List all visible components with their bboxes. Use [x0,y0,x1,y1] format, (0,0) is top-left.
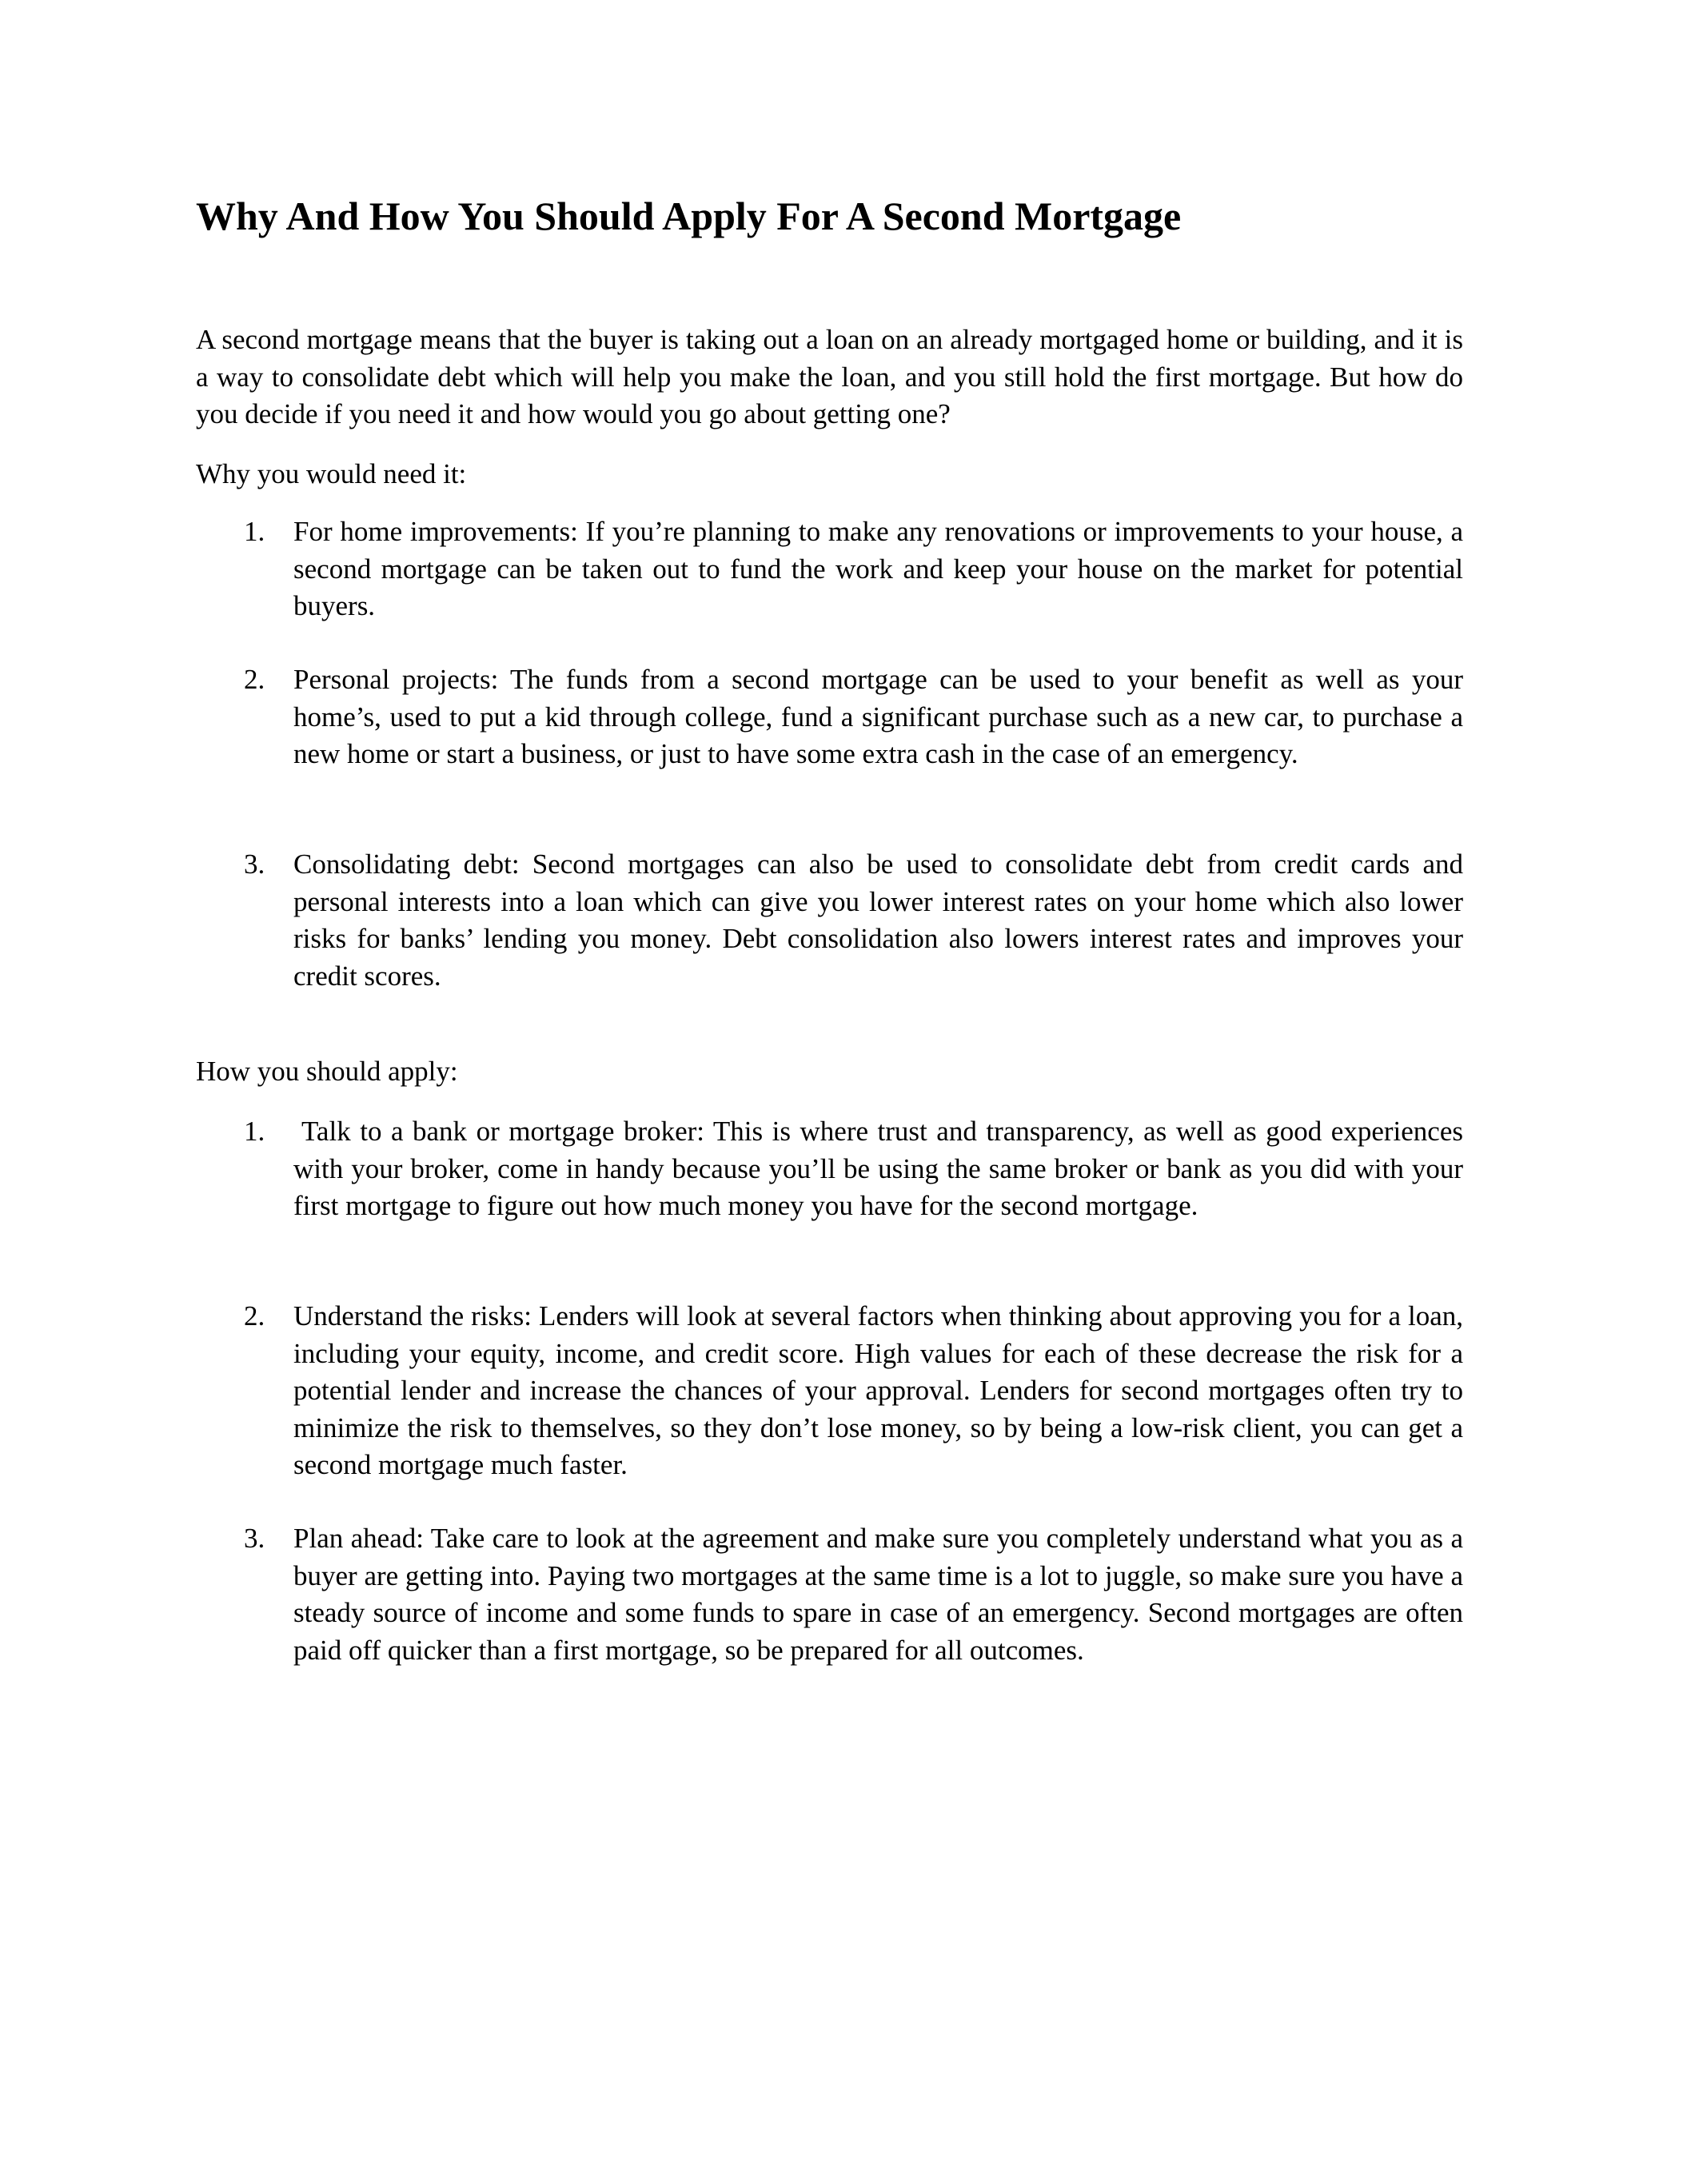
how-list-item [244,1298,1463,1484]
list-number: 3. [244,1523,265,1554]
list-item-text: Plan ahead: Take care to look at the agreement and make sure you completely understand what you as a buyer are getting into. Paying two mortgages at the same time is a lot to juggle, so make sure you have a steady source of income and some funds to spare in case of an emergency. Second mortgages are often paid off quicker than a first mortgage, so be prepared for all outcomes. [293,1523,1463,1666]
list-item-text: For home improvements: If you’re planning to make any renovations or improvements to your house, a second mortgage can be taken out to fund the work and keep your house on the market for potential buyers. [293,516,1463,622]
list-item-text: Personal projects: The funds from a second mortgage can be used to your benefit as well as your home’s, used to put a kid through college, fund a significant purchase such as a new car, to purchase a new home or start a business, or just to have some extra cash in the case of an emergency. [293,664,1463,770]
how-list-item [244,1113,1463,1225]
list-item-text: Talk to a bank or mortgage broker: This is where trust and transparency, as well as good experiences with your broker, come in handy because you’ll be using the same broker or bank as you did with your first mortgage to figure out how much money you have for the second mortgage. [293,1116,1463,1222]
list-item-text: Consolidating debt: Second mortgages can also be used to consolidate debt from credit cards and personal interests into a loan which can give you lower interest rates on your home which also lower risks for banks’ lending you money. Debt consolidation also lowers interest rates and improves your credit scores. [293,848,1463,992]
why-list-item [244,513,1463,625]
how-list-item [244,1520,1463,1669]
document-title: Why And How You Should Apply For A Second Mortgage [196,194,1182,238]
why-list-item [244,661,1463,773]
how-section-heading: How you should apply: [196,1056,458,1087]
why-section-heading: Why you would need it: [196,458,467,489]
intro-paragraph: A second mortgage means that the buyer is taking out a loan on an already mortgaged home or building, and it is a way to consolidate debt which will help you make the loan, and you still hold the first mortgage. But how do you decide if you need it and how would you go about getting one? [196,324,1463,430]
why-list-item [244,846,1463,995]
list-number: 2. [244,1300,265,1332]
list-item-text: Understand the risks: Lenders will look at several factors when thinking about approving you for a loan, including your equity, income, and credit score. High values for each of these decrease the risk for a potential lender and increase the chances of your approval. Lenders for second mortgages often try to minimize the risk to themselves, so they don’t lose money, so by being a low-risk client, you can get a second mortgage much faster. [293,1300,1463,1481]
list-number: 1. [244,516,265,547]
list-number: 2. [244,664,265,695]
list-number: 3. [244,848,265,880]
list-number: 1. [244,1116,265,1147]
